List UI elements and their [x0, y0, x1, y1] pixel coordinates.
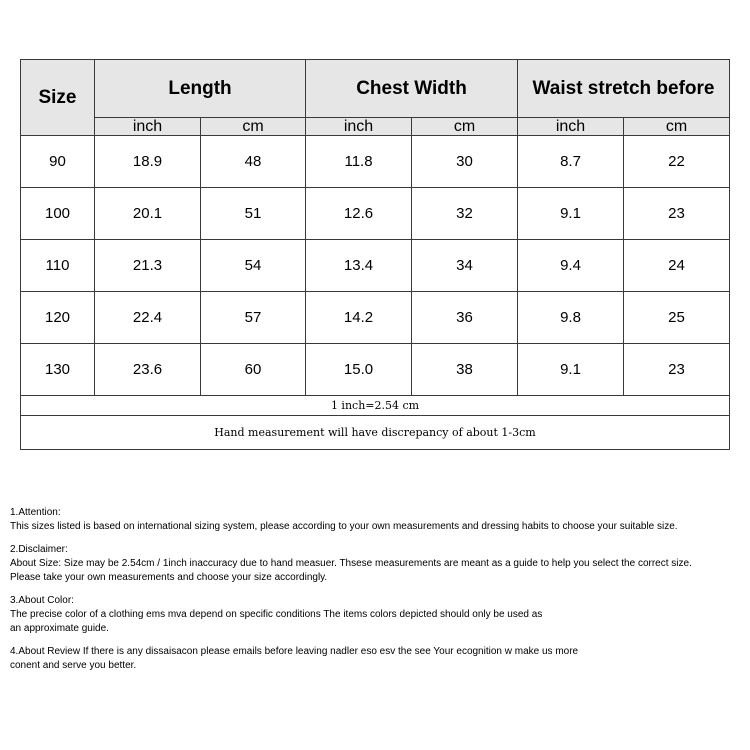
cell-chest-cm: 36	[412, 292, 518, 344]
discrepancy-row	[21, 416, 730, 450]
cell-chest-cm: 34	[412, 240, 518, 292]
cell-length-inch: 18.9	[95, 136, 201, 188]
size-chart-table	[20, 59, 730, 450]
cell-length-cm: 57	[201, 292, 306, 344]
cell-chest-cm: 38	[412, 344, 518, 396]
unit-waist-cm: cm	[624, 118, 730, 136]
cell-size: 120	[21, 292, 95, 344]
attention-text: This sizes listed is based on international sizing system, please according to your own measurements and dressing habits to choose your suitable size.	[10, 521, 678, 532]
unit-length-inch: inch	[95, 118, 201, 136]
disclaimer-title: 2.Disclaimer:	[10, 544, 68, 555]
disclaimer-text: About Size: Size may be 2.54cm / 1inch inaccuracy due to hand measuer. Thsese measurements are meant as a guide to help you select the correct size.	[10, 558, 692, 569]
cell-length-cm: 48	[201, 136, 306, 188]
cell-size: 90	[21, 136, 95, 188]
attention-title: 1.Attention:	[10, 507, 61, 518]
cell-size: 100	[21, 188, 95, 240]
header-waist: Waist stretch before	[518, 60, 730, 118]
conversion-note: 1 inch=2.54 cm	[21, 396, 730, 416]
cell-chest-cm: 30	[412, 136, 518, 188]
cell-waist-cm: 24	[624, 240, 730, 292]
cell-length-inch: 23.6	[95, 344, 201, 396]
cell-size: 110	[21, 240, 95, 292]
table-row	[21, 188, 730, 240]
cell-waist-inch: 9.4	[518, 240, 624, 292]
review-text: 4.About Review If there is any dissaisacon please emails before leaving nadler eso esv the see Your ecognition w make us more	[10, 646, 579, 657]
table-row	[21, 292, 730, 344]
cell-length-cm: 60	[201, 344, 306, 396]
color-title: 3.About Color:	[10, 595, 74, 606]
notes-section	[10, 506, 745, 682]
table-row	[21, 240, 730, 292]
unit-chest-cm: cm	[412, 118, 518, 136]
cell-length-cm: 54	[201, 240, 306, 292]
cell-length-inch: 22.4	[95, 292, 201, 344]
color-text: an approximate guide.	[10, 623, 109, 634]
cell-chest-inch: 11.8	[306, 136, 412, 188]
cell-waist-cm: 23	[624, 188, 730, 240]
attention-note	[10, 506, 745, 534]
cell-chest-inch: 12.6	[306, 188, 412, 240]
cell-chest-inch: 14.2	[306, 292, 412, 344]
review-note	[10, 645, 745, 673]
units-row	[21, 118, 730, 136]
table-row	[21, 344, 730, 396]
disclaimer-text: Please take your own measurements and choose your size accordingly.	[10, 572, 328, 583]
cell-waist-inch: 8.7	[518, 136, 624, 188]
cell-waist-cm: 23	[624, 344, 730, 396]
unit-chest-inch: inch	[306, 118, 412, 136]
cell-length-inch: 20.1	[95, 188, 201, 240]
cell-chest-inch: 13.4	[306, 240, 412, 292]
unit-length-cm: cm	[201, 118, 306, 136]
cell-length-inch: 21.3	[95, 240, 201, 292]
cell-waist-cm: 22	[624, 136, 730, 188]
cell-waist-inch: 9.8	[518, 292, 624, 344]
cell-waist-cm: 25	[624, 292, 730, 344]
cell-chest-cm: 32	[412, 188, 518, 240]
review-text: conent and serve you better.	[10, 660, 137, 671]
cell-length-cm: 51	[201, 188, 306, 240]
cell-waist-inch: 9.1	[518, 188, 624, 240]
header-chest-width: Chest Width	[306, 60, 518, 118]
color-note	[10, 594, 745, 636]
table-row	[21, 136, 730, 188]
disclaimer-note	[10, 543, 745, 585]
color-text: The precise color of a clothing ems mva depend on specific conditions The items colors depicted should only be used as	[10, 609, 543, 620]
cell-chest-inch: 15.0	[306, 344, 412, 396]
header-row	[21, 60, 730, 118]
unit-waist-inch: inch	[518, 118, 624, 136]
cell-size: 130	[21, 344, 95, 396]
header-length: Length	[95, 60, 306, 118]
conversion-row	[21, 396, 730, 416]
header-size: Size	[21, 60, 95, 136]
cell-waist-inch: 9.1	[518, 344, 624, 396]
discrepancy-note: Hand measurement will have discrepancy of about 1-3cm	[21, 416, 730, 450]
